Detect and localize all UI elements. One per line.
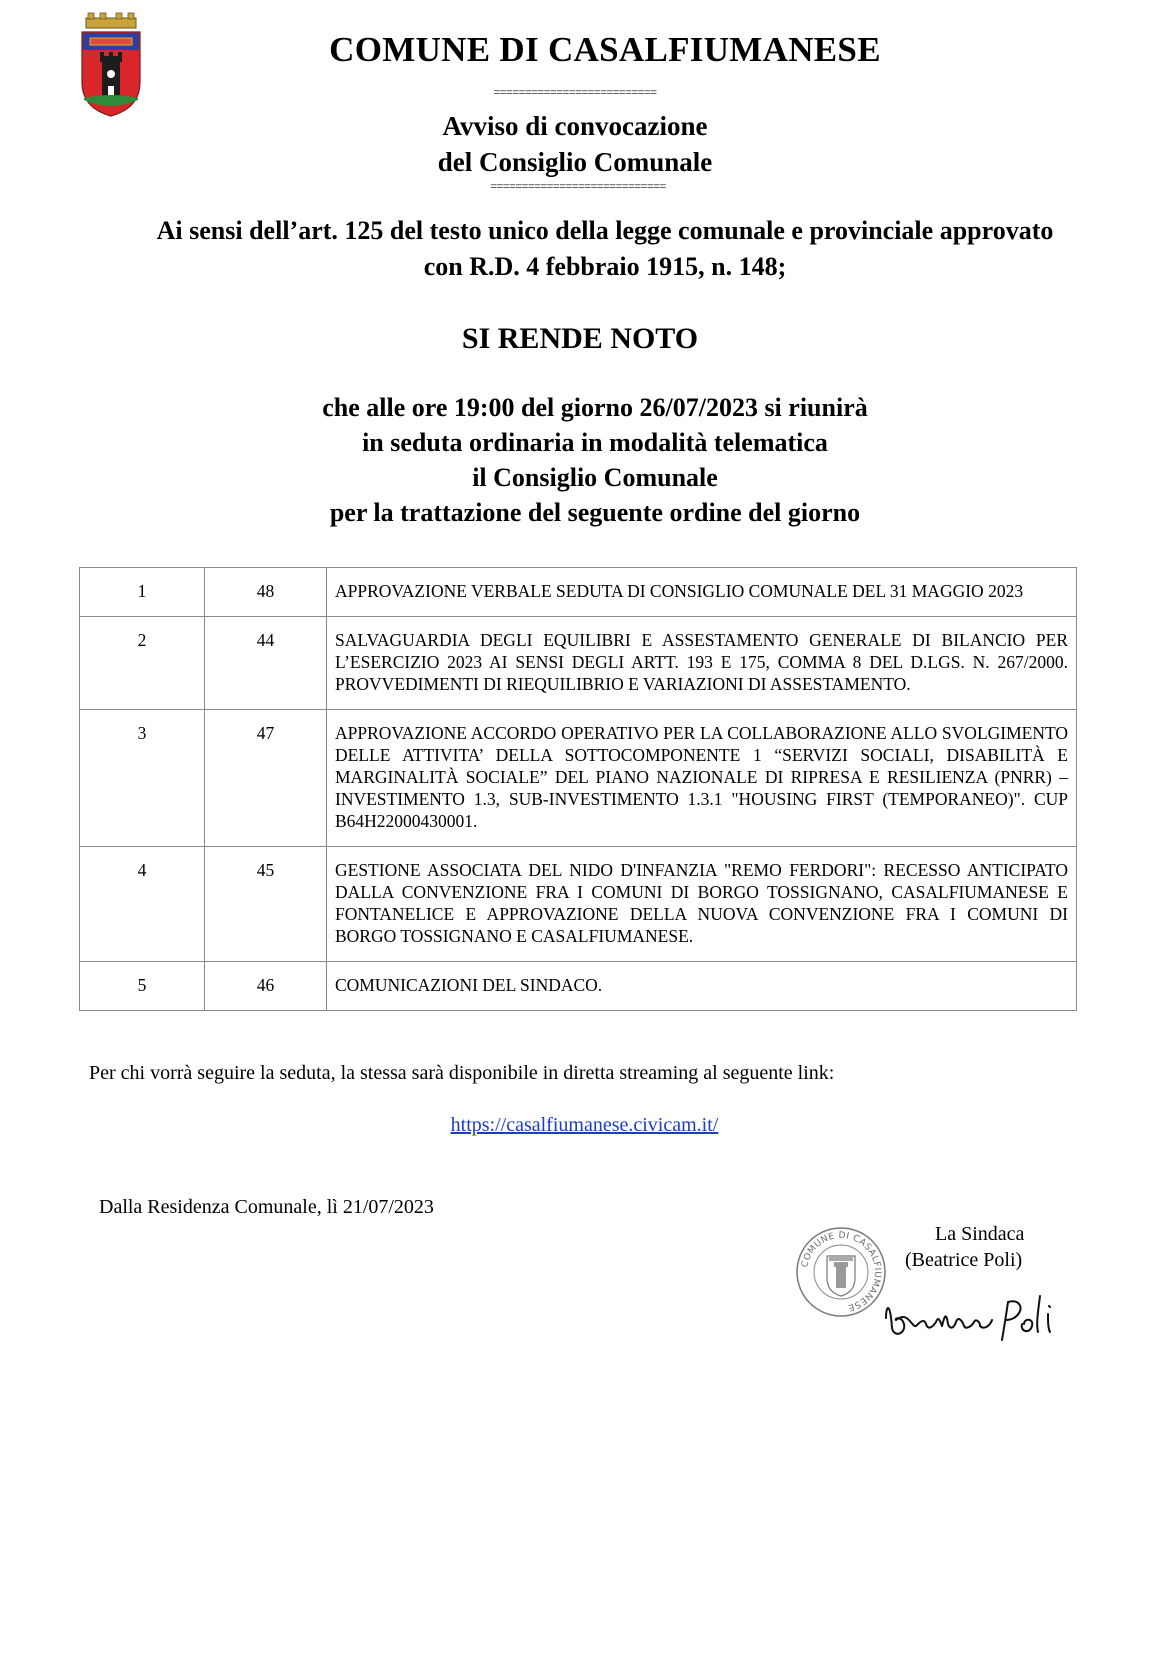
signer-name: (Beatrice Poli) [905, 1249, 1023, 1271]
table-row [80, 710, 1077, 847]
agenda-item-number: 1 [80, 568, 205, 617]
streaming-note: Per chi vorrà seguire la seduta, la stessa sarà disponibile in diretta streaming al seguente link: [89, 1062, 835, 1084]
svg-text:COMUNE DI CASALFIUMANESE: COMUNE DI CASALFIUMANESE [800, 1230, 883, 1313]
notice-heading-line2: del Consiglio Comunale [437, 147, 713, 177]
agenda-item-number: 5 [80, 962, 205, 1011]
agenda-item-number: 3 [80, 710, 205, 847]
agenda-item-deliberation: 46 [205, 962, 327, 1011]
convocation-text [200, 390, 990, 530]
title-rule-top: ========================== [493, 86, 657, 98]
agenda-item-deliberation: 47 [205, 710, 327, 847]
signer-role: La Sindaca [935, 1223, 1025, 1245]
agenda-item-object: COMUNICAZIONI DEL SINDACO. [327, 962, 1077, 1011]
notice-heading-line1: Avviso di convocazione [442, 111, 708, 141]
agenda-item-deliberation: 48 [205, 568, 327, 617]
agenda-item-number: 2 [80, 617, 205, 710]
notice-heading [380, 108, 770, 180]
agenda-table [79, 567, 1077, 1011]
legal-preamble-line1: Ai sensi dell’art. 125 del testo unico della legge comunale e provinciale approvato [156, 216, 1054, 245]
legal-preamble [60, 213, 1150, 285]
convocation-line2: in seduta ordinaria in modalità telematica [362, 428, 828, 457]
table-row [80, 847, 1077, 962]
municipality-title: COMUNE DI CASALFIUMANESE [329, 30, 881, 69]
coat-of-arms-icon [78, 12, 144, 120]
convocation-line3: il Consiglio Comunale [472, 463, 718, 492]
agenda-item-deliberation: 44 [205, 617, 327, 710]
agenda-item-object: APPROVAZIONE ACCORDO OPERATIVO PER LA COLLABORAZIONE ALLO SVOLGIMENTO DELLE ATTIVITA’ DELLA SOTTOCOMPONENTE 1 “SERVIZI SOCIALI, DISABILITÀ E MARGINALITÀ SOCIALE” DEL PIANO NAZIONALE DI RIPRESA E RESILIENZA (PNRR) – INVESTIMENTO 1.3, SUB-INVESTIMENTO 1.3.1 "HOUSING FIRST (TEMPORANEO)". CUP B64H22000430001. [327, 710, 1077, 847]
streaming-link[interactable]: https://casalfiumanese.civicam.it/ [450, 1114, 719, 1136]
convocation-line1: che alle ore 19:00 del giorno 26/07/2023 si riunirà [322, 393, 868, 422]
title-rule-bottom: ============================ [490, 180, 666, 192]
legal-preamble-line2: con R.D. 4 febbraio 1915, n. 148; [423, 252, 787, 281]
handwritten-signature-icon [880, 1288, 1070, 1348]
announcement-heading: SI RENDE NOTO [461, 322, 699, 355]
agenda-item-number: 4 [80, 847, 205, 962]
table-row [80, 617, 1077, 710]
agenda-item-object: SALVAGUARDIA DEGLI EQUILIBRI E ASSESTAMENTO GENERALE DI BILANCIO PER L’ESERCIZIO 2023 AI SENSI DEGLI ARTT. 193 E 175, COMMA 8 DEL D.LGS. N. 267/2000. PROVVEDIMENTI DI RIEQUILIBRIO E VARIAZIONI DI ASSESTAMENTO. [327, 617, 1077, 710]
table-row [80, 962, 1077, 1011]
municipal-seal-icon [795, 1226, 887, 1318]
place-and-date: Dalla Residenza Comunale, lì 21/07/2023 [99, 1196, 434, 1218]
agenda-item-deliberation: 45 [205, 847, 327, 962]
agenda-item-object: GESTIONE ASSOCIATA DEL NIDO D'INFANZIA "REMO FERDORI": RECESSO ANTICIPATO DALLA CONVENZIONE FRA I COMUNI DI BORGO TOSSIGNANO, CASALFIUMANESE E FONTANELICE E APPROVAZIONE DELLA NUOVA CONVENZIONE FRA I COMUNI DI BORGO TOSSIGNANO E CASALFIUMANESE. [327, 847, 1077, 962]
table-row [80, 568, 1077, 617]
agenda-item-object: APPROVAZIONE VERBALE SEDUTA DI CONSIGLIO COMUNALE DEL 31 MAGGIO 2023 [327, 568, 1077, 617]
convocation-line4: per la trattazione del seguente ordine del giorno [329, 498, 861, 527]
